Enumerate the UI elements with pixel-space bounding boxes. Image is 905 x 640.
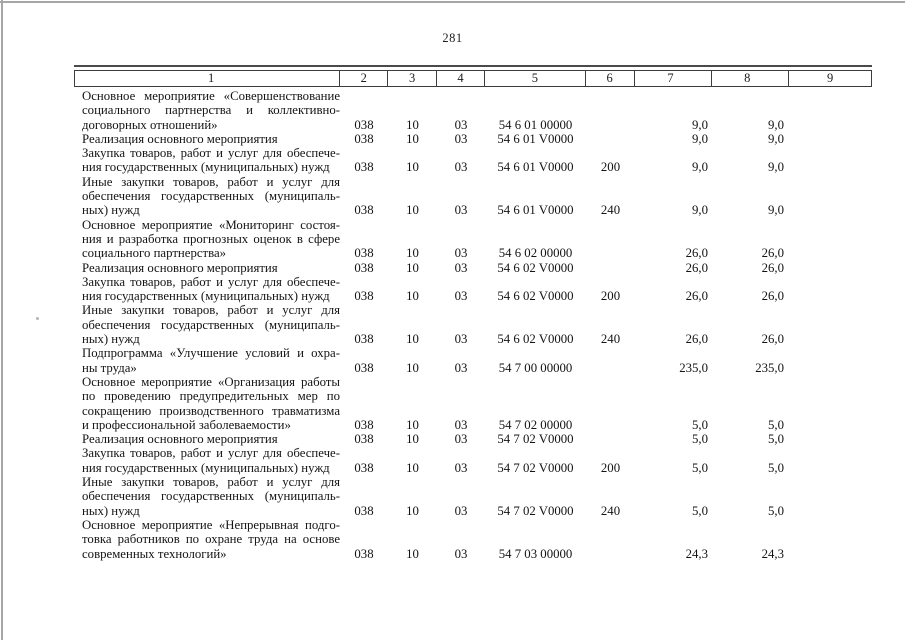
cell-col7: 9,0 bbox=[692, 203, 708, 218]
name-line: ния и разработка прогнозных оценок в сфере bbox=[82, 231, 340, 246]
cell-col7: 5,0 bbox=[692, 417, 708, 432]
cell-col4: 03 bbox=[454, 332, 468, 347]
name-line: договорных отношений» bbox=[82, 117, 218, 132]
header-cell-1: 1 bbox=[75, 71, 340, 86]
cell-col2: 038 bbox=[354, 160, 374, 175]
cell-col3: 10 bbox=[406, 260, 419, 275]
cell-col8: 9,0 bbox=[768, 117, 784, 132]
header-cell-2: 2 bbox=[340, 71, 388, 86]
cell-col7: 9,0 bbox=[692, 131, 708, 146]
name-line: современных технологий» bbox=[82, 546, 227, 561]
table-row bbox=[74, 475, 872, 518]
name-line: по проведению предупредительных мер по bbox=[82, 389, 340, 404]
cell-col4: 03 bbox=[454, 432, 468, 447]
cell-name bbox=[74, 175, 340, 218]
cell-col6: 240 bbox=[600, 503, 621, 518]
cell-name bbox=[74, 432, 340, 446]
cell-col4: 03 bbox=[454, 260, 468, 275]
cell-col8: 5,0 bbox=[768, 503, 784, 518]
cell-col4: 03 bbox=[454, 117, 468, 132]
cell-col2: 038 bbox=[354, 432, 374, 447]
cell-col7: 26,0 bbox=[685, 260, 708, 275]
name-line: Подпрограмма «Улучшение условий и охра- bbox=[82, 346, 340, 361]
name-line: Основное мероприятие «Непрерывная подго- bbox=[82, 517, 340, 532]
table-row bbox=[74, 275, 872, 304]
cell-col2: 038 bbox=[354, 546, 374, 561]
cell-col8: 26,0 bbox=[761, 289, 784, 304]
cell-name bbox=[74, 89, 340, 132]
cell-col7: 5,0 bbox=[692, 503, 708, 518]
cell-col5: 54 7 02 V0000 bbox=[497, 503, 574, 518]
page-scan-left-edge bbox=[1, 0, 3, 640]
cell-name bbox=[74, 275, 340, 304]
name-line: обеспечения государственных (муниципаль- bbox=[82, 189, 340, 204]
header-cell-6: 6 bbox=[586, 71, 635, 86]
table-row bbox=[74, 346, 872, 375]
table-row bbox=[74, 261, 872, 275]
cell-col4: 03 bbox=[454, 160, 468, 175]
header-cell-4: 4 bbox=[437, 71, 485, 86]
cell-col4: 03 bbox=[454, 246, 468, 261]
cell-name bbox=[74, 446, 340, 475]
cell-col7: 26,0 bbox=[685, 246, 708, 261]
cell-col6: 240 bbox=[600, 203, 621, 218]
name-line: сокращению производственного травматизма bbox=[82, 403, 340, 418]
name-line: Реализация основного мероприятия bbox=[82, 260, 278, 275]
cell-col5: 54 6 02 00000 bbox=[498, 246, 573, 261]
cell-col3: 10 bbox=[406, 503, 419, 518]
table-row bbox=[74, 518, 872, 561]
cell-col5: 54 6 01 V0000 bbox=[497, 203, 574, 218]
cell-name bbox=[74, 475, 340, 518]
cell-col3: 10 bbox=[406, 117, 419, 132]
cell-col3: 10 bbox=[406, 289, 419, 304]
header-cell-7: 7 bbox=[635, 71, 713, 86]
name-line: Закупка товаров, работ и услуг для обеспече- bbox=[82, 274, 340, 289]
name-line: ния государственных (муниципальных) нужд bbox=[82, 160, 330, 175]
name-line: Основное мероприятие «Мониторинг состоя- bbox=[82, 217, 340, 232]
cell-col7: 26,0 bbox=[685, 289, 708, 304]
cell-col3: 10 bbox=[406, 460, 419, 475]
cell-col4: 03 bbox=[454, 360, 468, 375]
name-line: ных) нужд bbox=[82, 332, 140, 347]
cell-col3: 10 bbox=[406, 546, 419, 561]
cell-col7: 26,0 bbox=[685, 332, 708, 347]
cell-col4: 03 bbox=[454, 460, 468, 475]
cell-col5: 54 7 03 00000 bbox=[498, 546, 573, 561]
table-row bbox=[74, 303, 872, 346]
table-row bbox=[74, 218, 872, 261]
name-line: Иные закупки товаров, работ и услуг для bbox=[82, 174, 340, 189]
cell-col2: 038 bbox=[354, 503, 374, 518]
name-line: социального партнерства и коллективно- bbox=[82, 103, 340, 118]
cell-col4: 03 bbox=[454, 417, 468, 432]
cell-col4: 03 bbox=[454, 289, 468, 304]
page-number: 281 bbox=[442, 31, 463, 45]
cell-col8: 9,0 bbox=[768, 203, 784, 218]
table-row bbox=[74, 432, 872, 446]
cell-name bbox=[74, 346, 340, 375]
page-scan-top-edge bbox=[0, 1, 905, 3]
name-line: товка работников по охране труда на основе bbox=[82, 532, 340, 547]
cell-col2: 038 bbox=[354, 460, 374, 475]
cell-col8: 5,0 bbox=[768, 417, 784, 432]
cell-col7: 5,0 bbox=[692, 432, 708, 447]
cell-col5: 54 6 01 00000 bbox=[498, 117, 573, 132]
cell-col6: 240 bbox=[600, 332, 621, 347]
header-cell-8: 8 bbox=[712, 71, 789, 86]
budget-table bbox=[74, 65, 872, 561]
cell-name bbox=[74, 375, 340, 432]
cell-col5: 54 6 01 V0000 bbox=[497, 131, 574, 146]
cell-col3: 10 bbox=[406, 131, 419, 146]
scan-artifact-dot bbox=[36, 317, 39, 320]
cell-col5: 54 7 00 00000 bbox=[498, 360, 573, 375]
cell-col5: 54 6 02 V0000 bbox=[497, 332, 574, 347]
cell-col5: 54 6 01 V0000 bbox=[497, 160, 574, 175]
cell-name bbox=[74, 132, 340, 146]
name-line: Закупка товаров, работ и услуг для обеспече- bbox=[82, 446, 340, 461]
table-row bbox=[74, 446, 872, 475]
cell-col3: 10 bbox=[406, 332, 419, 347]
cell-col4: 03 bbox=[454, 546, 468, 561]
cell-name bbox=[74, 261, 340, 275]
cell-col8: 5,0 bbox=[768, 460, 784, 475]
cell-col3: 10 bbox=[406, 432, 419, 447]
cell-col2: 038 bbox=[354, 117, 374, 132]
cell-col3: 10 bbox=[406, 160, 419, 175]
cell-col5: 54 6 02 V0000 bbox=[497, 260, 574, 275]
cell-col8: 9,0 bbox=[768, 160, 784, 175]
table-row bbox=[74, 175, 872, 218]
name-line: Иные закупки товаров, работ и услуг для bbox=[82, 303, 340, 318]
name-line: ния государственных (муниципальных) нужд bbox=[82, 289, 330, 304]
cell-col4: 03 bbox=[454, 131, 468, 146]
name-line: Реализация основного мероприятия bbox=[82, 131, 278, 146]
cell-col8: 235,0 bbox=[755, 360, 784, 375]
cell-col6: 200 bbox=[600, 460, 621, 475]
cell-col7: 9,0 bbox=[692, 160, 708, 175]
cell-col4: 03 bbox=[454, 503, 468, 518]
name-line: ных) нужд bbox=[82, 503, 140, 518]
table-body bbox=[74, 89, 872, 561]
name-line: Основное мероприятие «Совершенствование bbox=[82, 89, 340, 103]
cell-col3: 10 bbox=[406, 417, 419, 432]
cell-col7: 5,0 bbox=[692, 460, 708, 475]
cell-col2: 038 bbox=[354, 289, 374, 304]
cell-col8: 5,0 bbox=[768, 432, 784, 447]
table-row bbox=[74, 375, 872, 432]
cell-col8: 9,0 bbox=[768, 131, 784, 146]
name-line: социального партнерства» bbox=[82, 246, 227, 261]
name-line: Основное мероприятие «Организация работы bbox=[82, 374, 340, 389]
cell-col7: 235,0 bbox=[679, 360, 708, 375]
table-row bbox=[74, 146, 872, 175]
table-top-rule bbox=[74, 65, 872, 67]
name-line: Иные закупки товаров, работ и услуг для bbox=[82, 475, 340, 490]
cell-col8: 26,0 bbox=[761, 260, 784, 275]
name-line: Закупка товаров, работ и услуг для обеспече- bbox=[82, 146, 340, 161]
cell-name bbox=[74, 146, 340, 175]
cell-col6: 200 bbox=[600, 160, 621, 175]
cell-col2: 038 bbox=[354, 131, 374, 146]
cell-col2: 038 bbox=[354, 203, 374, 218]
cell-col7: 24,3 bbox=[685, 546, 708, 561]
name-line: ния государственных (муниципальных) нужд bbox=[82, 460, 330, 475]
cell-col5: 54 7 02 00000 bbox=[498, 417, 573, 432]
name-line: Реализация основного мероприятия bbox=[82, 432, 278, 447]
cell-col8: 24,3 bbox=[761, 546, 784, 561]
name-line: и профессиональной заболеваемости» bbox=[82, 417, 291, 432]
table-row bbox=[74, 89, 872, 132]
cell-col4: 03 bbox=[454, 203, 468, 218]
header-cell-3: 3 bbox=[388, 71, 437, 86]
cell-col8: 26,0 bbox=[761, 332, 784, 347]
table-row bbox=[74, 132, 872, 146]
cell-col3: 10 bbox=[406, 203, 419, 218]
cell-col2: 038 bbox=[354, 332, 374, 347]
header-cell-5: 5 bbox=[485, 71, 586, 86]
cell-col5: 54 7 02 V0000 bbox=[497, 432, 574, 447]
cell-col3: 10 bbox=[406, 246, 419, 261]
cell-col5: 54 6 02 V0000 bbox=[497, 289, 574, 304]
cell-col2: 038 bbox=[354, 360, 374, 375]
cell-col3: 10 bbox=[406, 360, 419, 375]
name-line: обеспечения государственных (муниципаль- bbox=[82, 317, 340, 332]
name-line: обеспечения государственных (муниципаль- bbox=[82, 489, 340, 504]
cell-name bbox=[74, 518, 340, 561]
cell-col5: 54 7 02 V0000 bbox=[497, 460, 574, 475]
header-cell-9: 9 bbox=[826, 71, 834, 85]
table-header-row bbox=[74, 70, 872, 87]
cell-col8: 26,0 bbox=[761, 246, 784, 261]
cell-col2: 038 bbox=[354, 260, 374, 275]
name-line: ны труда» bbox=[82, 360, 137, 375]
cell-col2: 038 bbox=[354, 246, 374, 261]
name-line: ных) нужд bbox=[82, 203, 140, 218]
cell-col7: 9,0 bbox=[692, 117, 708, 132]
cell-col6: 200 bbox=[600, 289, 621, 304]
cell-name bbox=[74, 303, 340, 346]
cell-name bbox=[74, 218, 340, 261]
cell-col2: 038 bbox=[354, 417, 374, 432]
